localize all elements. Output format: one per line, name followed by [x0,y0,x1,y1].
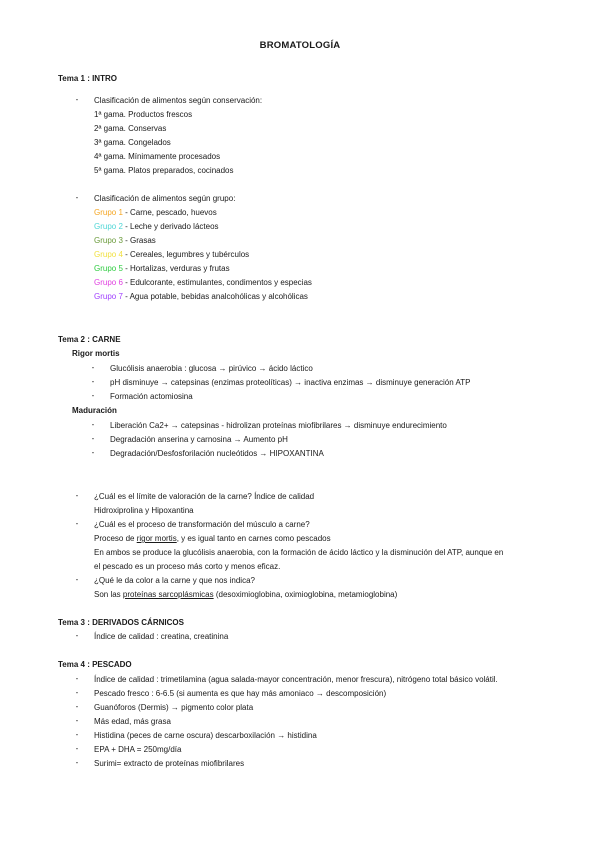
bullet: - [91,391,95,400]
gama-item: 2ª gama. Conservas [94,124,167,133]
tema4-item: Índice de calidad : trimetilamina (agua salada-mayor concentración, menor frescura), nitrógeno total básico volátil. [94,675,498,684]
bullet: - [91,434,95,443]
bullet: - [91,448,95,457]
bullet: - [75,758,79,767]
answer-underlined: rigor mortis [136,534,177,543]
grupo-text: - Edulcorante, estimulantes, condimentos y especias [122,278,312,287]
grupo-item [94,263,230,275]
bullet: - [75,702,79,711]
maduracion-item: Degradación/Desfosforilación nucleótidos → HIPOXANTINA [110,449,324,458]
answer: En ambos se produce la glucólisis anaerobia, con la formación de ácido láctico y la disminución del ATP, aunque en [94,548,504,557]
bullet: - [75,519,79,528]
bullet: - [75,716,79,725]
tema4-item: Surimi= extracto de proteínas miofibrilares [94,759,245,768]
grupo-label: Grupo 2 [94,222,123,231]
grupo-item [94,221,219,233]
grupo-item [94,277,312,289]
grupo-item [94,235,156,247]
tema4-item: Más edad, más grasa [94,717,171,726]
bullet: - [75,688,79,697]
answer-underlined: proteínas sarcoplásmicas [122,590,214,599]
grupo-label: Grupo 7 [94,292,123,301]
conservacion-title: Clasificación de alimentos según conservación: [94,96,263,105]
bullet: - [91,420,95,429]
answer: Hidroxiprolina y Hipoxantina [94,506,194,515]
grupo-text: - Agua potable, bebidas analcohólicas y alcohólicas [122,292,308,301]
gama-item: 1ª gama. Productos frescos [94,110,193,119]
grupo-label: Grupo 4 [94,250,123,259]
tema4-item: EPA + DHA = 250mg/día [94,745,182,754]
answer-text: Son las [94,590,123,599]
maduracion-item: Degradación anserina y carnosina → Aumento pH [110,435,288,444]
grupo-label: Grupo 5 [94,264,123,273]
bullet: - [75,95,79,104]
tema4-item: Histidina (peces de carne oscura) descarboxilación → histidina [94,731,317,740]
bullet: - [75,491,79,500]
tema4-item: Guanóforos (Dermis) → pigmento color plata [94,703,254,712]
tema1-heading: Tema 1 : INTRO [58,74,117,83]
grupo-item [94,207,217,219]
bullet: - [91,363,95,372]
tema3-item: Índice de calidad : creatina, creatinina [94,632,229,641]
answer [94,533,331,545]
bullet: - [75,730,79,739]
rigor-item: Formación actomiosina [110,392,193,401]
grupo-label: Grupo 1 [94,208,123,217]
question: ¿Qué le da color a la carne y que nos indica? [94,576,255,585]
answer [94,589,397,601]
answer-text: Proceso de [94,534,137,543]
rigor-item: Glucólisis anaerobia : glucosa → pirúvico → ácido láctico [110,364,313,373]
maduracion-item: Liberación Ca2+ → catepsinas - hidrolizan proteínas miofibrilares → disminuye endurecimiento [110,421,447,430]
grupo-label: Grupo 3 [94,236,123,245]
bullet: - [91,377,95,386]
grupo-text: - Hortalizas, verduras y frutas [122,264,230,273]
bullet: - [75,575,79,584]
grupo-text: - Carne, pescado, huevos [122,208,217,217]
gama-item: 3ª gama. Congelados [94,138,171,147]
grupo-item [94,249,249,261]
grupo-text: - Cereales, legumbres y tubérculos [122,250,250,259]
grupo-item [94,291,308,303]
bullet: - [75,631,79,640]
grupo-text: - Leche y derivado lácteos [122,222,219,231]
rigor-subheading: Rigor mortis [72,349,120,358]
tema4-heading: Tema 4 : PESCADO [58,660,132,669]
tema4-item: Pescado fresco : 6-6.5 (si aumenta es que hay más amoniaco → descomposición) [94,689,387,698]
grupo-text: - Grasas [122,236,156,245]
bullet: - [75,193,79,202]
answer: el pescado es un proceso más corto y menos eficaz. [94,562,281,571]
bullet: - [75,744,79,753]
answer-text: , y es igual tanto en carnes como pescados [176,534,331,543]
question: ¿Cuál es el proceso de transformación del músculo a carne? [94,520,310,529]
rigor-item: pH disminuye → catepsinas (enzimas proteolíticas) → inactiva enzimas → disminuye generación ATP [110,378,471,387]
tema3-heading: Tema 3 : DERIVADOS CÁRNICOS [58,618,184,627]
answer-text: (desoximioglobina, oximioglobina, metamioglobina) [213,590,398,599]
gama-item: 5ª gama. Platos preparados, cocinados [94,166,234,175]
bullet: - [75,674,79,683]
gama-item: 4ª gama. Mínimamente procesados [94,152,221,161]
tema2-heading: Tema 2 : CARNE [58,335,121,344]
question: ¿Cuál es el límite de valoración de la carne? Índice de calidad [94,492,315,501]
grupo-label: Grupo 6 [94,278,123,287]
maduracion-subheading: Maduración [72,406,117,415]
grupo-title: Clasificación de alimentos según grupo: [94,194,236,203]
page-title: BROMATOLOGÍA [259,40,341,51]
